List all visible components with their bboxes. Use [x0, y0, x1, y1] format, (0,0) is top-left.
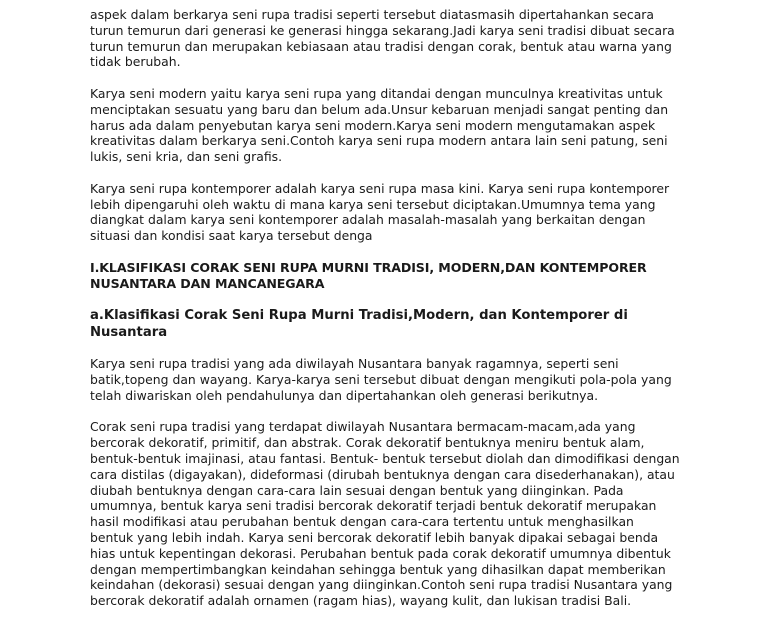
section-heading: I.KLASIFIKASI CORAK SENI RUPA MURNI TRADISI, MODERN,DAN KONTEMPORER NUSANTARA DAN MANCANEGARA: [90, 259, 647, 291]
paragraph-seni-kontemporer: Karya seni rupa kontemporer adalah karya seni rupa masa kini. Karya seni rupa kontemporer lebih dipengaruhi oleh waktu di mana karya seni tersebut diciptakan.Umumnya tema yang diangkat dalam karya seni kontemporer adalah masalah-masalah yang berkaitan dengan situasi dan kondisi saat karya tersebut denga: [90, 180, 670, 244]
document-page: [90, 7, 680, 625]
paragraph-corak-dekoratif: Corak seni rupa tradisi yang terdapat diwilayah Nusantara bermacam-macam,ada yang bercorak dekoratif, primitif, dan abstrak. Corak dekoratif bentuknya meniru bentuk alam, bentuk-bentuk imajinasi, atau fantasi. Bentuk- bentuk tersebut diolah dan dimodifikasi dengan cara distilas (digayakan), dideformasi (dirubah bentuknya dengan cara disederhanakan), atau diubah bentuknya dengan cara-cara lain sesuai dengan bentuk yang diinginkan. Pada umumnya, bentuk karya seni tradisi bercorak dekoratif terjadi bentuk dekoratif merupakan hasil modifikasi atau perubahan bentuk dengan cara-cara tertentu untuk menghasilkan bentuk yang lebih indah. Karya seni bercorak dekoratif lebih banyak dipakai sebagai benda hias untuk kepentingan dekorasi. Perubahan bentuk pada corak dekoratif umumnya dibentuk dengan mempertimbangkan keindahan sehingga bentuk yang dihasilkan dapat memberikan keindahan (dekorasi) sesuai dengan yang diinginkan.Contoh seni rupa tradisi Nusantara yang bercorak dekoratif adalah ornamen (ragam hias), wayang kulit, dan lukisan tradisi Bali.: [90, 419, 680, 609]
paragraph-tradisi-continued: aspek dalam berkarya seni rupa tradisi seperti tersebut diatasmasih dipertahankan secara turun temurun dari generasi ke generasi hingga sekarang.Jadi karya seni tradisi dibuat secara turun temurun dan merupakan kebiasaan atau tradisi dengan corak, bentuk atau warna yang tidak berubah.: [90, 7, 675, 70]
paragraph-ragam-tradisi: Karya seni rupa tradisi yang ada diwilayah Nusantara banyak ragamnya, seperti seni batik,topeng dan wayang. Karya-karya seni tersebut dibuat dengan mengikuti pola-pola yang telah diwariskan oleh pendahulunya dan dipertahankan oleh generasi berikutnya.: [90, 356, 672, 403]
paragraph-seni-modern: Karya seni modern yaitu karya seni rupa yang ditandai dengan munculnya kreativitas untuk menciptakan sesuatu yang baru dan belum ada.Unsur kebaruan menjadi sangat penting dan harus ada dalam penyebutan karya seni modern.Karya seni modern mengutamakan aspek kreativitas dalam berkarya seni.Contoh karya seni rupa modern antara lain seni patung, seni lukis, seni kria, dan seni grafis.: [90, 85, 669, 165]
subsection-heading: a.Klasifikasi Corak Seni Rupa Murni Tradisi,Modern, dan Kontemporer di Nusantara: [90, 307, 628, 340]
